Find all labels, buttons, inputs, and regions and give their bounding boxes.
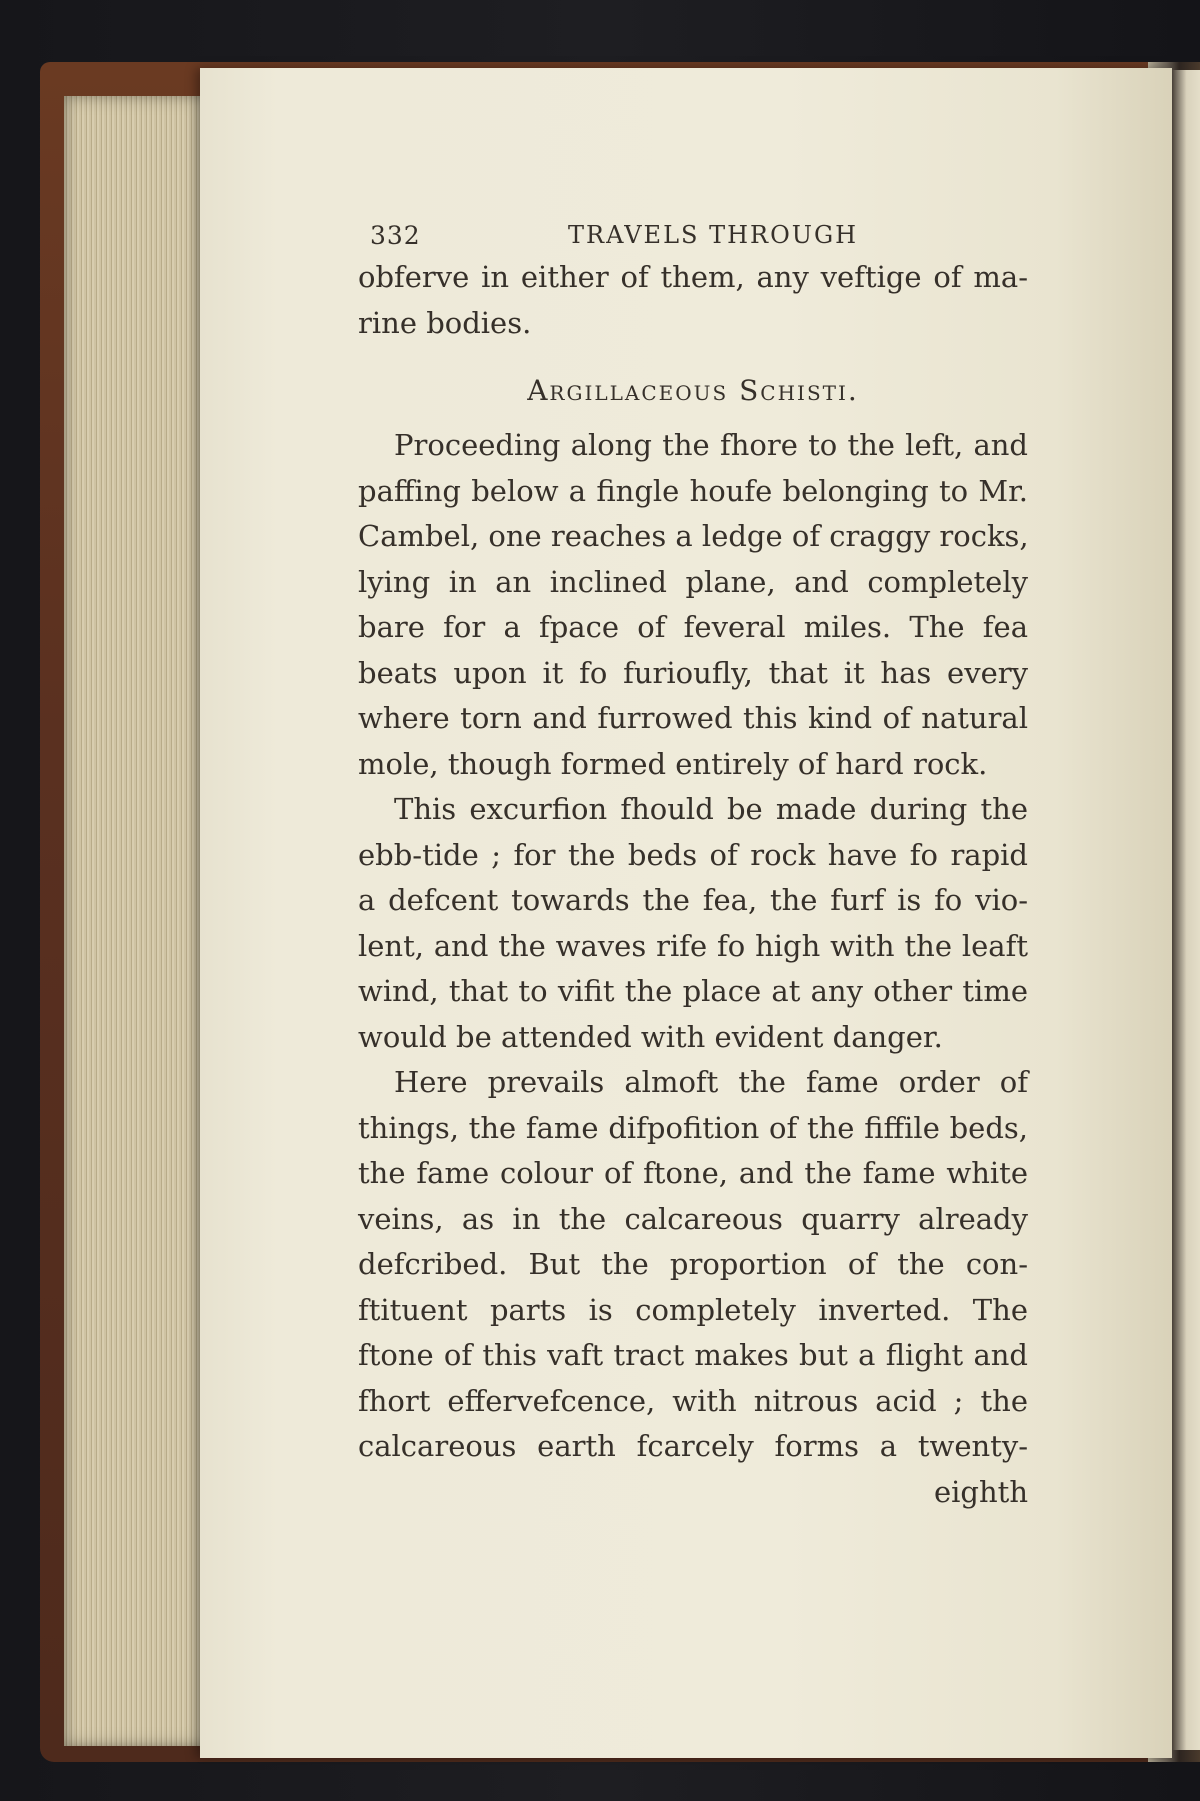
- text-line: lent, and the waves rife fo high with the leaft: [358, 928, 1028, 963]
- text-line: calcareous earth fcarcely forms a twenty-: [358, 1429, 1028, 1463]
- text-line: where torn and furrowed this kind of natural: [358, 701, 1028, 735]
- text-line: ftituent parts is completely inverted. The: [358, 1292, 1028, 1327]
- text-line: fhort effervefcence, with nitrous acid ; the: [358, 1383, 1028, 1418]
- text-line: Proceeding along the fhore to the left, and: [394, 428, 1028, 462]
- text-line: the fame colour of ftone, and the fame white: [358, 1156, 1028, 1190]
- text-line: would be attended with evident danger.: [358, 1019, 943, 1054]
- running-title: TRAVELS THROUGH: [568, 221, 859, 249]
- text-line: a defcent towards the fea, the furf is fo vio-: [358, 883, 1028, 917]
- running-head: [358, 205, 1038, 255]
- text-line: Cambel, one reaches a ledge of craggy rocks,: [358, 519, 1029, 553]
- text-line: mole, though formed entirely of hard rock.: [358, 746, 988, 781]
- page-text: [358, 205, 1038, 1515]
- text-line: lying in an inclined plane, and completely: [358, 564, 1028, 599]
- text-line: rine bodies.: [358, 305, 532, 340]
- text-line: paffing below a fingle houfe belonging to Mr.: [358, 473, 1028, 508]
- page-edges: [64, 96, 216, 1746]
- text-line: veins, as in the calcareous quarry already: [358, 1201, 1028, 1236]
- text-line: Here prevails almoft the fame order of: [394, 1065, 1028, 1099]
- text-line: bare for a fpace of feveral miles. The fea: [358, 610, 1028, 644]
- text-line: defcribed. But the proportion of the con-: [358, 1247, 1028, 1281]
- catchword: eighth: [933, 1474, 1028, 1509]
- text-line: ftone of this vaft tract makes but a flight and: [358, 1338, 1028, 1372]
- text-line: This excurfion fhould be made during the: [394, 792, 1028, 826]
- text-line: things, the fame difpofition of the fiffile beds,: [358, 1110, 1028, 1145]
- text-line: wind, that to vifit the place at any other time: [358, 974, 1028, 1008]
- text-line: beats upon it fo furioufly, that it has every: [358, 655, 1028, 690]
- facing-page-edge: [1170, 70, 1200, 1750]
- section-heading: Argillaceous Schisti.: [527, 374, 859, 407]
- text-line: ebb-tide ; for the beds of rock have fo rapid: [358, 837, 1028, 872]
- page-number: 332: [370, 221, 421, 250]
- text-line: obferve in either of them, any veftige of ma-: [358, 260, 1028, 294]
